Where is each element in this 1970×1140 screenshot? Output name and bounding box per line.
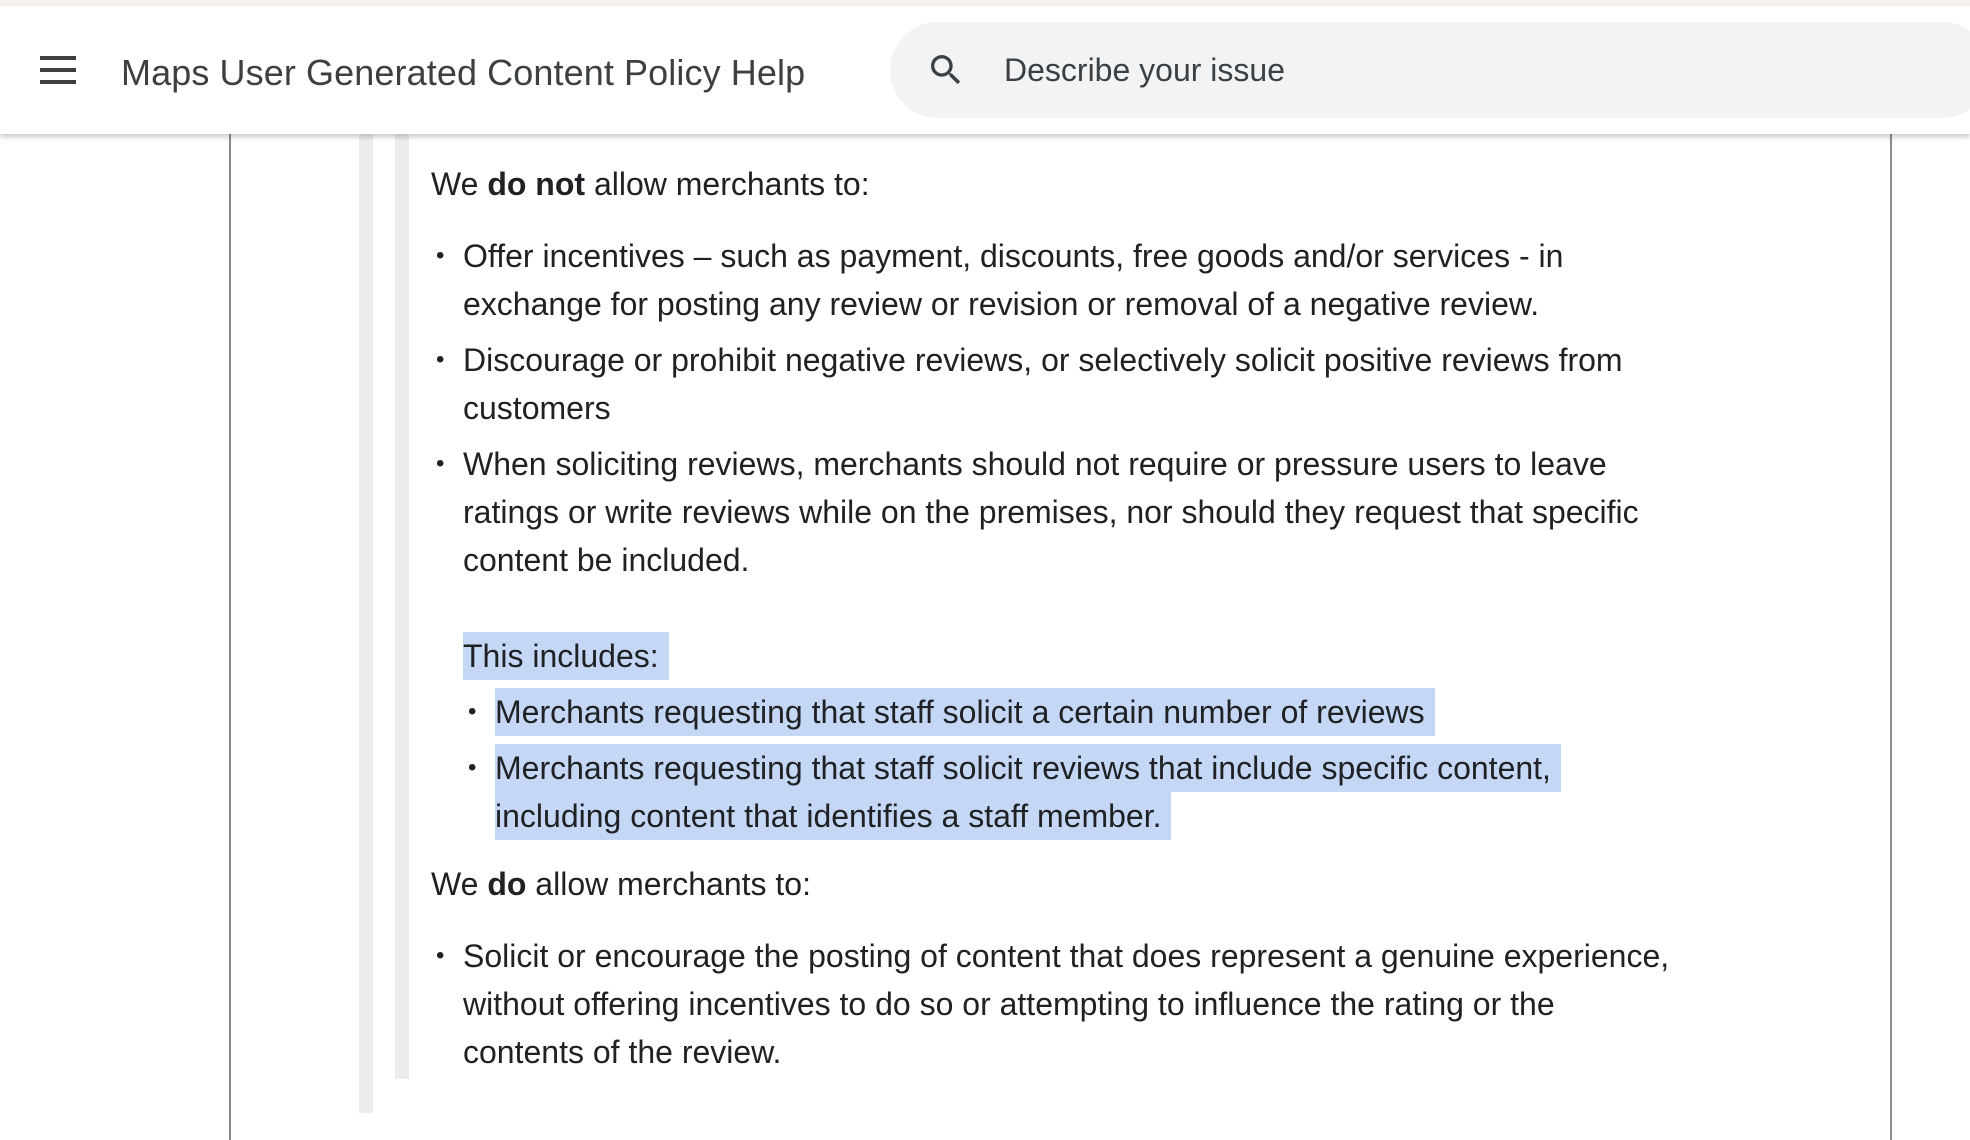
list-item <box>431 932 1751 1076</box>
includes-list <box>463 688 1751 840</box>
list-item-line: Merchants requesting that staff solicit reviews that include specific content, <box>495 744 1561 792</box>
search-input[interactable] <box>1004 46 1904 94</box>
search-box[interactable] <box>890 22 1970 118</box>
app-title[interactable]: Maps User Generated Content Policy Help <box>121 52 806 93</box>
includes-block <box>463 632 1751 840</box>
search-icon[interactable] <box>926 50 966 90</box>
do-not-post: allow merchants to: <box>585 166 870 202</box>
list-item <box>463 744 1751 840</box>
list-item-line: without offering incentives to do so or attempting to influence the rating or the <box>463 986 1555 1022</box>
bullet-icon: • <box>468 754 477 781</box>
list-item-line: When soliciting reviews, merchants should not require or pressure users to leave <box>463 446 1607 482</box>
blockquote-bar-outer <box>359 134 373 1113</box>
content-frame-right-border <box>1890 134 1892 1140</box>
list-item-line: contents of the review. <box>463 1034 782 1070</box>
blockquote-bar-inner <box>395 134 409 1079</box>
list-item-line: Offer incentives – such as payment, discounts, free goods and/or services - in <box>463 238 1564 274</box>
list-item-line: Merchants requesting that staff solicit a certain number of reviews <box>495 688 1435 736</box>
do-heading <box>431 860 1751 908</box>
list-item <box>431 440 1751 840</box>
app-header <box>0 6 1970 134</box>
includes-label: This includes: <box>463 632 669 680</box>
article-content <box>431 134 1751 1076</box>
list-item-line: Discourage or prohibit negative reviews, or selectively solicit positive reviews from <box>463 342 1623 378</box>
do-post: allow merchants to: <box>526 866 811 902</box>
list-item-line: content be included. <box>463 542 750 578</box>
list-item <box>431 232 1751 328</box>
content-frame-left-border <box>229 134 231 1140</box>
bullet-icon: • <box>436 450 445 477</box>
bullet-icon: • <box>436 242 445 269</box>
bullet-icon: • <box>468 698 477 725</box>
do-bold: do <box>487 866 527 902</box>
do-not-pre: We <box>431 166 488 202</box>
list-item <box>463 688 1751 736</box>
list-item-line: exchange for posting any review or revision or removal of a negative review. <box>463 286 1540 322</box>
do-not-list <box>431 232 1751 840</box>
list-item-line: ratings or write reviews while on the premises, nor should they request that specific <box>463 494 1639 530</box>
list-item-line: including content that identifies a staff member. <box>495 792 1171 840</box>
list-item-line: Solicit or encourage the posting of content that does represent a genuine experience, <box>463 938 1670 974</box>
bullet-icon: • <box>436 346 445 373</box>
bullet-icon: • <box>436 942 445 969</box>
do-pre: We <box>431 866 488 902</box>
list-item <box>431 336 1751 432</box>
do-not-heading <box>431 160 1751 208</box>
list-item-line: customers <box>463 390 611 426</box>
hamburger-menu-icon[interactable] <box>40 56 76 84</box>
do-not-bold: do not <box>487 166 586 202</box>
do-list <box>431 932 1751 1076</box>
